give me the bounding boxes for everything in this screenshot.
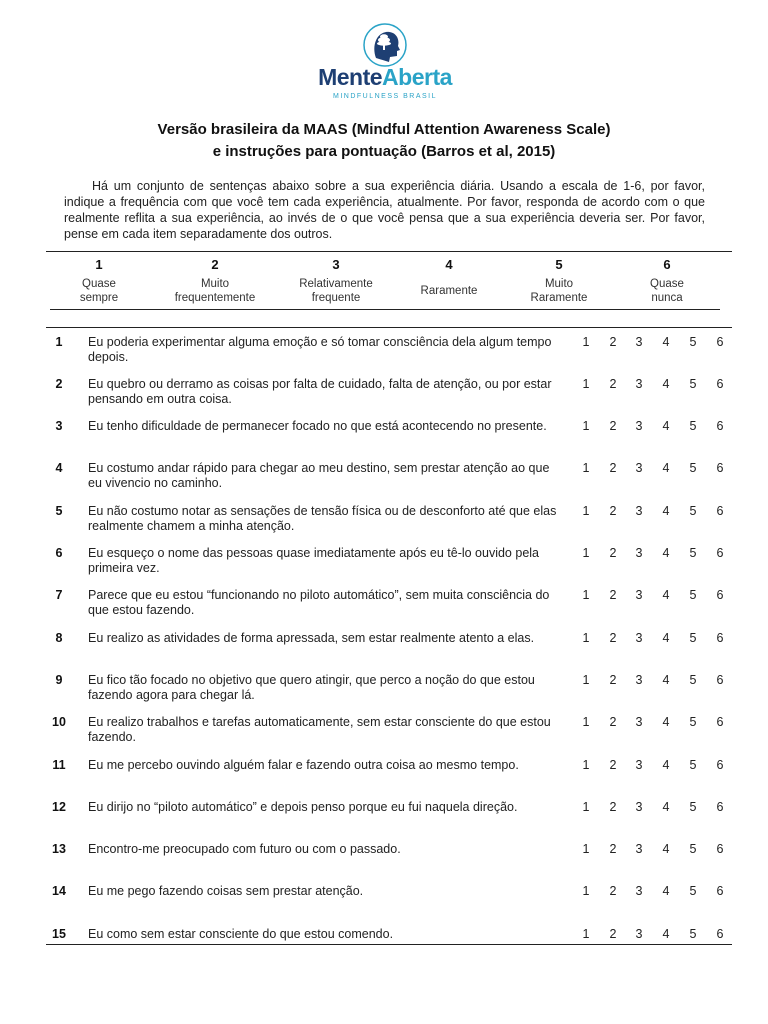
scale-option xyxy=(160,256,270,306)
item-row xyxy=(46,373,732,413)
item-row xyxy=(46,457,732,497)
response-option[interactable]: 5 xyxy=(689,504,697,518)
response-option[interactable]: 6 xyxy=(716,377,724,391)
item-text: Eu realizo trabalhos e tarefas automaticamente, sem estar consciente do que estou fazendo. xyxy=(88,715,551,744)
item-text: Eu não costumo notar as sensações de tensão física ou de desconforto até que elas realmente chamem a minha atenção. xyxy=(88,504,557,533)
response-option[interactable]: 2 xyxy=(609,800,617,814)
item-text: Eu dirijo no “piloto automático” e depois penso porque eu fui naquela direção. xyxy=(88,800,518,814)
response-option[interactable]: 4 xyxy=(662,588,670,602)
scale-label: Muito Raramente xyxy=(530,278,588,304)
response-option[interactable]: 2 xyxy=(609,588,617,602)
scale-label: Quase nunca xyxy=(650,278,684,304)
response-option[interactable]: 1 xyxy=(582,800,590,814)
item-text: Parece que eu estou “funcionando no piloto automático”, sem muita consciência do que estou fazendo. xyxy=(88,588,550,617)
response-option[interactable]: 3 xyxy=(635,715,643,729)
response-option[interactable]: 5 xyxy=(689,419,697,433)
response-option[interactable]: 3 xyxy=(635,884,643,898)
response-option[interactable]: 3 xyxy=(635,377,643,391)
scale-option xyxy=(612,256,722,306)
response-option[interactable]: 6 xyxy=(716,588,724,602)
response-option[interactable]: 1 xyxy=(582,715,590,729)
item-text: Encontro-me preocupado com futuro ou com o passado. xyxy=(88,842,401,856)
divider xyxy=(50,309,720,310)
response-option[interactable]: 4 xyxy=(662,673,670,687)
item-number: 13 xyxy=(52,842,66,856)
response-option[interactable]: 6 xyxy=(716,842,724,856)
item-text: Eu realizo as atividades de forma apressada, sem estar realmente atento a elas. xyxy=(88,631,535,645)
response-option[interactable]: 3 xyxy=(635,335,643,349)
response-option[interactable]: 6 xyxy=(716,335,724,349)
item-row xyxy=(46,838,732,878)
item-row xyxy=(46,796,732,836)
response-option[interactable]: 5 xyxy=(689,335,697,349)
response-option[interactable]: 1 xyxy=(582,588,590,602)
item-row xyxy=(46,754,732,794)
response-option[interactable]: 2 xyxy=(609,461,617,475)
item-row xyxy=(46,584,732,624)
scale-label: Muito frequentemente xyxy=(174,278,256,304)
scale-number: 1 xyxy=(95,257,103,272)
scale-number: 4 xyxy=(445,257,453,272)
response-option[interactable]: 2 xyxy=(609,546,617,560)
response-option[interactable]: 5 xyxy=(689,927,697,941)
scale-number: 6 xyxy=(663,257,671,272)
response-option[interactable]: 6 xyxy=(716,461,724,475)
logo-wordmark-part1: Mente xyxy=(318,64,383,90)
response-option[interactable]: 3 xyxy=(635,419,643,433)
response-option[interactable]: 3 xyxy=(635,588,643,602)
head-tree-logo-icon xyxy=(362,22,408,68)
response-option[interactable]: 4 xyxy=(662,884,670,898)
response-option[interactable]: 2 xyxy=(609,419,617,433)
response-option[interactable]: 6 xyxy=(716,927,724,941)
response-option[interactable]: 3 xyxy=(635,504,643,518)
item-row xyxy=(46,711,732,751)
scale-label: Raramente xyxy=(420,285,478,297)
response-option[interactable]: 2 xyxy=(609,927,617,941)
response-option[interactable]: 3 xyxy=(635,631,643,645)
logo-wordmark-part2: Aberta xyxy=(382,64,452,90)
divider xyxy=(46,944,732,945)
item-number: 15 xyxy=(52,927,66,941)
divider xyxy=(46,327,732,328)
response-option[interactable]: 1 xyxy=(582,673,590,687)
response-option[interactable]: 5 xyxy=(689,758,697,772)
item-text: Eu fico tão focado no objetivo que quero atingir, que perco a noção do que estou fazendo agora para chegar lá. xyxy=(88,673,535,702)
response-option[interactable]: 3 xyxy=(635,842,643,856)
response-option[interactable]: 3 xyxy=(635,546,643,560)
response-option[interactable]: 4 xyxy=(662,715,670,729)
item-number: 5 xyxy=(55,504,63,518)
item-text: Eu poderia experimentar alguma emoção e só tomar consciência dela algum tempo depois. xyxy=(88,335,552,364)
response-option[interactable]: 3 xyxy=(635,758,643,772)
response-option[interactable]: 6 xyxy=(716,546,724,560)
scale-label: Relativamente frequente xyxy=(299,278,373,304)
response-option[interactable]: 4 xyxy=(662,631,670,645)
response-option[interactable]: 4 xyxy=(662,335,670,349)
response-option[interactable]: 1 xyxy=(582,461,590,475)
response-option[interactable]: 2 xyxy=(609,884,617,898)
item-number: 11 xyxy=(52,758,66,772)
response-option[interactable]: 6 xyxy=(716,884,724,898)
item-text: Eu como sem estar consciente do que estou comendo. xyxy=(88,927,394,941)
scale-number: 3 xyxy=(332,257,340,272)
item-number: 10 xyxy=(52,715,66,729)
response-option[interactable]: 6 xyxy=(716,758,724,772)
response-option[interactable]: 5 xyxy=(689,673,697,687)
scale-option xyxy=(394,256,504,306)
response-option[interactable]: 1 xyxy=(582,758,590,772)
item-number: 14 xyxy=(52,884,66,898)
response-option[interactable]: 4 xyxy=(662,419,670,433)
response-option[interactable]: 5 xyxy=(689,842,697,856)
response-option[interactable]: 1 xyxy=(582,377,590,391)
response-option[interactable]: 3 xyxy=(635,673,643,687)
response-option[interactable]: 2 xyxy=(609,335,617,349)
response-option[interactable]: 5 xyxy=(689,715,697,729)
item-number: 3 xyxy=(55,419,63,433)
item-row xyxy=(46,669,732,709)
response-option[interactable]: 5 xyxy=(689,461,697,475)
response-option[interactable]: 1 xyxy=(582,927,590,941)
response-option[interactable]: 4 xyxy=(662,377,670,391)
item-text: Eu esqueço o nome das pessoas quase imediatamente após eu tê-lo ouvido pela primeira vez. xyxy=(88,546,539,575)
response-option[interactable]: 2 xyxy=(609,631,617,645)
item-row xyxy=(46,542,732,582)
logo xyxy=(300,20,470,105)
response-option[interactable]: 6 xyxy=(716,715,724,729)
response-option[interactable]: 2 xyxy=(609,377,617,391)
item-row xyxy=(46,331,732,371)
response-option[interactable]: 6 xyxy=(716,504,724,518)
item-number: 9 xyxy=(55,673,63,687)
response-option[interactable]: 1 xyxy=(582,504,590,518)
response-option[interactable]: 4 xyxy=(662,504,670,518)
response-option[interactable]: 1 xyxy=(582,631,590,645)
response-option[interactable]: 5 xyxy=(689,800,697,814)
response-option[interactable]: 4 xyxy=(662,758,670,772)
response-option[interactable]: 1 xyxy=(582,419,590,433)
instructions-paragraph: Há um conjunto de sentenças abaixo sobre a sua experiência diária. Usando a escala de 1-6, por favor, indique a frequência com que você tem cada experiência, atualmente. Por favor, responda de acordo com o que realmente reflita a sua experiência, ao invés de o que você pensa que a sua experiência deveria ser. Por favor, pense em cada item separadamente dos outros. xyxy=(64,179,705,241)
response-option[interactable]: 3 xyxy=(635,800,643,814)
item-row xyxy=(46,627,732,667)
response-option[interactable]: 5 xyxy=(689,546,697,560)
item-text: Eu tenho dificuldade de permanecer focado no que está acontecendo no presente. xyxy=(88,419,547,433)
scale-number: 5 xyxy=(555,257,563,272)
item-number: 12 xyxy=(52,800,66,814)
item-number: 7 xyxy=(55,588,63,602)
response-option[interactable]: 3 xyxy=(635,461,643,475)
scale-option xyxy=(504,256,614,306)
item-row xyxy=(46,880,732,920)
response-option[interactable]: 6 xyxy=(716,631,724,645)
response-option[interactable]: 5 xyxy=(689,588,697,602)
response-option[interactable]: 4 xyxy=(662,842,670,856)
response-option[interactable]: 3 xyxy=(635,927,643,941)
scale-option xyxy=(281,256,391,306)
item-text: Eu quebro ou derramo as coisas por falta de cuidado, falta de atenção, ou por estar pensando em outra coisa. xyxy=(88,377,552,406)
item-row xyxy=(46,415,732,455)
item-text: Eu me pego fazendo coisas sem prestar atenção. xyxy=(88,884,364,898)
response-option[interactable]: 1 xyxy=(582,842,590,856)
response-option[interactable]: 5 xyxy=(689,377,697,391)
scale-number: 2 xyxy=(211,257,219,272)
item-number: 6 xyxy=(55,546,63,560)
response-option[interactable]: 2 xyxy=(609,842,617,856)
divider xyxy=(46,251,732,252)
response-option[interactable]: 4 xyxy=(662,461,670,475)
response-option[interactable]: 1 xyxy=(582,884,590,898)
item-number: 2 xyxy=(55,377,63,391)
response-option[interactable]: 6 xyxy=(716,673,724,687)
document-title-line-1: Versão brasileira da MAAS (Mindful Attention Awareness Scale) xyxy=(157,121,611,138)
response-option[interactable]: 2 xyxy=(609,715,617,729)
response-option[interactable]: 6 xyxy=(716,419,724,433)
response-option[interactable]: 5 xyxy=(689,884,697,898)
item-text: Eu costumo andar rápido para chegar ao meu destino, sem prestar atenção ao que eu vivencio no caminho. xyxy=(88,461,550,490)
response-option[interactable]: 2 xyxy=(609,504,617,518)
response-option[interactable]: 5 xyxy=(689,631,697,645)
item-number: 1 xyxy=(55,335,63,349)
response-option[interactable]: 2 xyxy=(609,758,617,772)
response-option[interactable]: 4 xyxy=(662,927,670,941)
logo-subtitle: MINDFULNESS BRASIL xyxy=(332,93,438,100)
scale-label: Quase sempre xyxy=(79,278,119,304)
response-option[interactable]: 4 xyxy=(662,546,670,560)
document-title-line-2: e instruções para pontuação (Barros et al, 2015) xyxy=(212,143,556,160)
response-option[interactable]: 4 xyxy=(662,800,670,814)
item-number: 4 xyxy=(55,461,63,475)
item-row xyxy=(46,923,732,963)
scale-option xyxy=(44,256,154,306)
item-text: Eu me percebo ouvindo alguém falar e fazendo outra coisa ao mesmo tempo. xyxy=(88,758,519,772)
response-option[interactable]: 2 xyxy=(609,673,617,687)
logo-wordmark xyxy=(300,64,470,91)
response-option[interactable]: 1 xyxy=(582,335,590,349)
item-row xyxy=(46,500,732,540)
response-option[interactable]: 6 xyxy=(716,800,724,814)
response-option[interactable]: 1 xyxy=(582,546,590,560)
item-number: 8 xyxy=(55,631,63,645)
